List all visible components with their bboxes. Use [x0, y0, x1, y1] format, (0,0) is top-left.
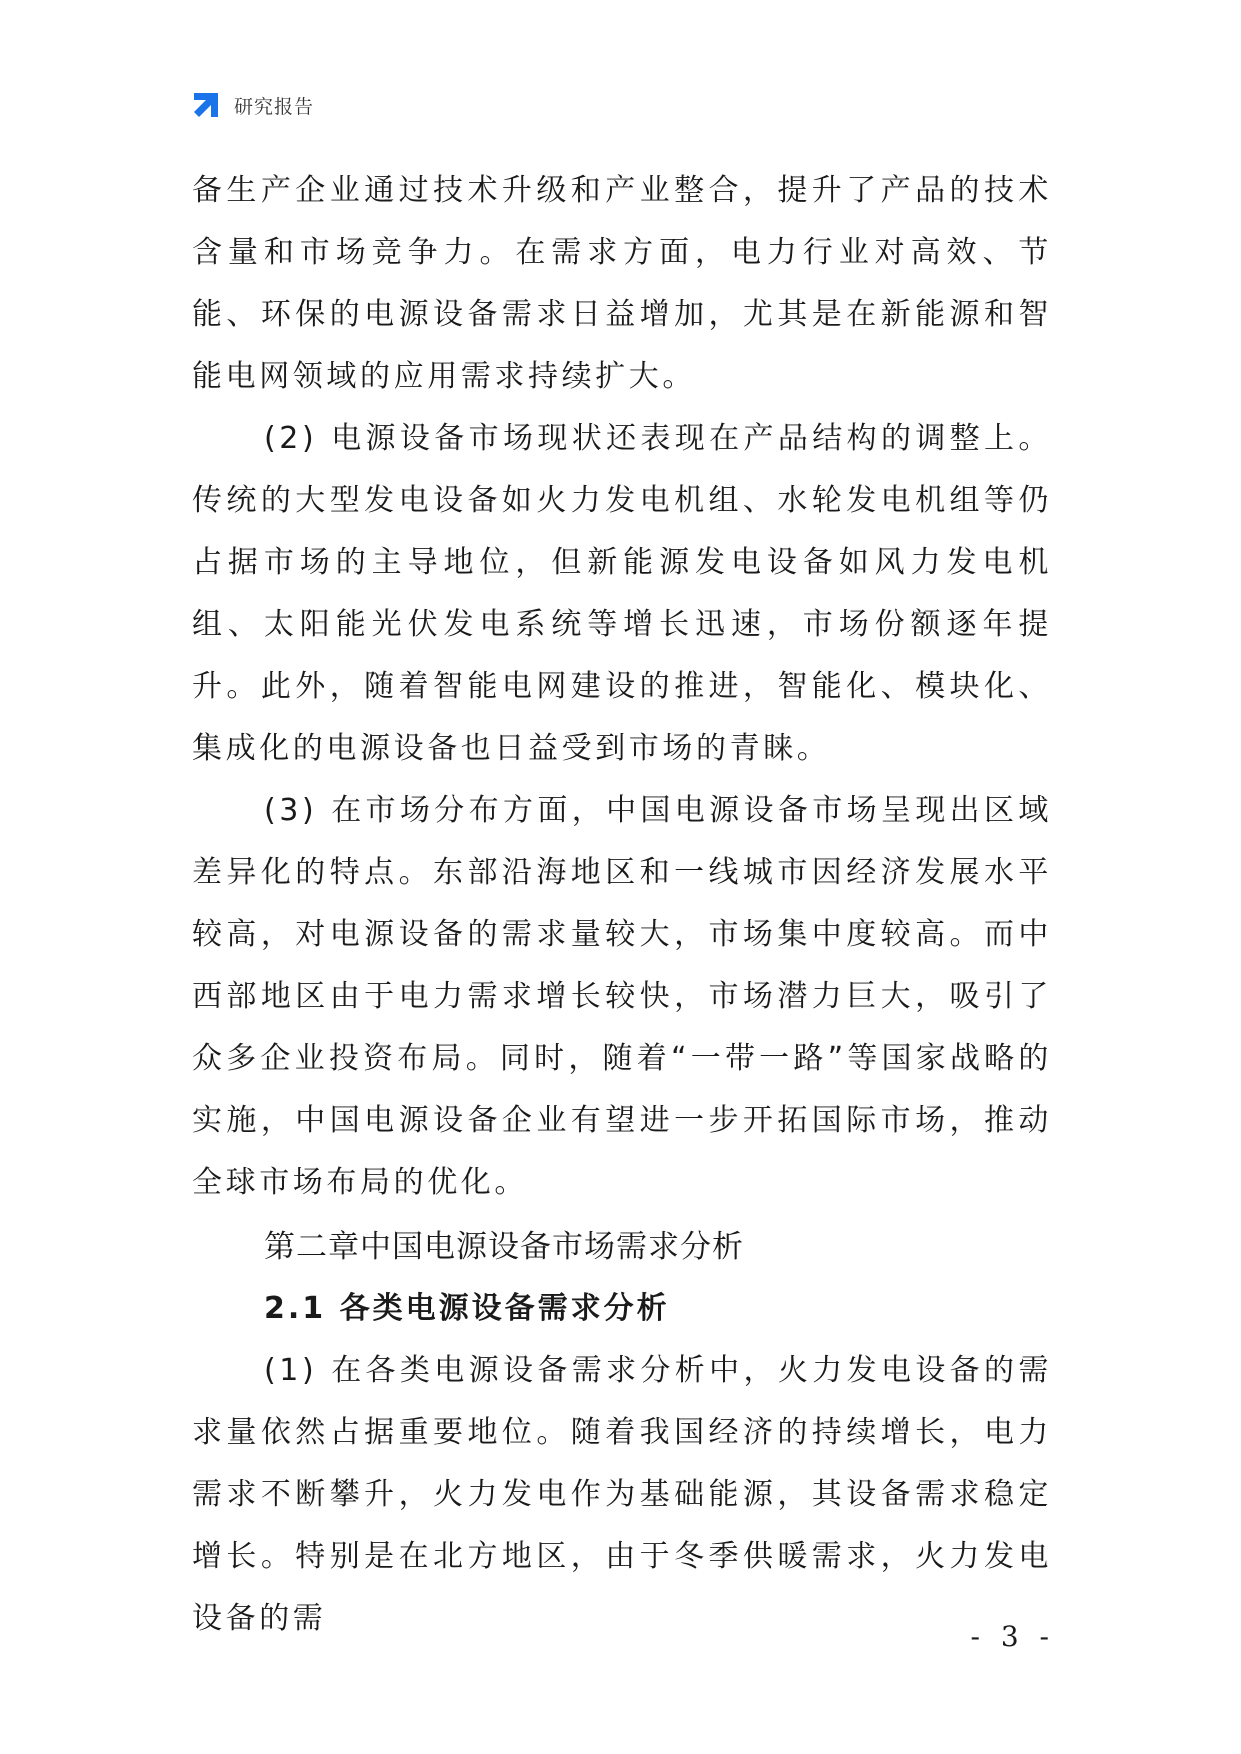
paragraph-3: (3) 在市场分布方面，中国电源设备市场呈现出区域差异化的特点。东部沿海地区和一线城市因经济发展水平较高，对电源设备的需求量较大，市场集中度较高。而中西部地区由于电力需求增长较快，市场潜力巨大，吸引了众多企业投资布局。同时，随着“一带一路”等国家战略的实施，中国电源设备企业有望进一步开拓国际市场，推动全球市场布局的优化。	[192, 793, 1052, 1200]
header-title: 研究报告	[234, 95, 315, 118]
page-number: - 3 -	[970, 1620, 1055, 1653]
section-paragraph-1: (1) 在各类电源设备需求分析中，火力发电设备的需求量依然占据重要地位。随着我国经济的持续增长，电力需求不断攀升，火力发电作为基础能源，其设备需求稳定增长。特别是在北方地区，由于冬季供暖需求，火力发电设备的需	[192, 1353, 1052, 1636]
document-body	[192, 160, 1052, 1650]
paragraph-2: (2) 电源设备市场现状还表现在产品结构的调整上。传统的大型发电设备如火力发电机组、水轮发电机组等仍占据市场的主导地位，但新能源发电设备如风力发电机组、太阳能光伏发电系统等增长迅速，市场份额逐年提升。此外，随着智能电网建设的推进，智能化、模块化、集成化的电源设备也日益受到市场的青睐。	[192, 421, 1052, 766]
paragraph-continued: 备生产企业通过技术升级和产业整合，提升了产品的技术含量和市场竞争力。在需求方面，电力行业对高效、节能、环保的电源设备需求日益增加，尤其是在新能源和智能电网领域的应用需求持续扩大。	[192, 173, 1052, 394]
page-header	[190, 88, 314, 122]
diagonal-arrow-logo-icon	[190, 89, 222, 121]
section-heading: 2.1 各类电源设备需求分析	[264, 1291, 670, 1326]
chapter-heading: 第二章中国电源设备市场需求分析	[264, 1229, 744, 1265]
